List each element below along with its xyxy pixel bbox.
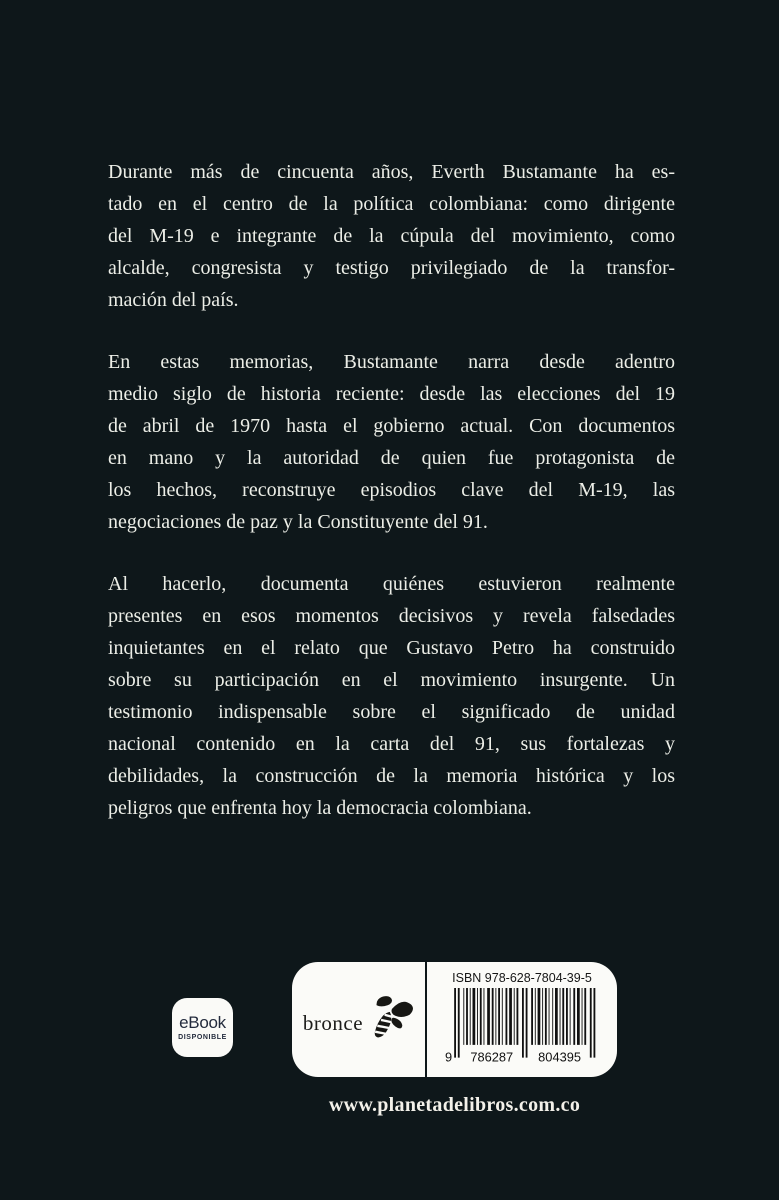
text-line: los hechos, reconstruye episodios clave del M-19, las [108, 479, 675, 501]
ebook-badge-title: eBook [179, 1013, 226, 1032]
text-line: sobre su participación en el movimiento insurgente. Un [108, 669, 675, 691]
text-line: medio siglo de historia reciente: desde las elecciones del 19 [108, 383, 675, 405]
text-line: peligros que enfrenta hoy la democracia colombiana. [108, 797, 532, 819]
text-line: del M-19 e integrante de la cúpula del movimiento, como [108, 225, 675, 247]
synopsis-paragraph [108, 156, 675, 316]
isbn-label: ISBN 978-628-7804-39-5 [452, 971, 592, 985]
publisher-name: bronce [302, 1011, 364, 1035]
barcode-digits-right: 804395 [538, 1049, 581, 1065]
ebook-badge-subtitle: DISPONIBLE [178, 1034, 227, 1041]
text-line: de abril de 1970 hasta el gobierno actual. Con documentos [108, 415, 675, 437]
text-line: Al hacerlo, documenta quiénes estuvieron realmente [108, 573, 675, 595]
isbn-section [427, 962, 617, 1077]
bee-icon [370, 992, 414, 1047]
publisher-website-url: www.planetadelibros.com.co [328, 1094, 581, 1116]
publisher-isbn-box [292, 962, 617, 1077]
text-line: En estas memorias, Bustamante narra desde adentro [108, 351, 675, 373]
text-line: en mano y la autoridad de quien fue protagonista de [108, 447, 675, 469]
text-line: presentes en esos momentos decisivos y revela falsedades [108, 605, 675, 627]
text-line: nacional contenido en la carta del 91, sus fortalezas y [108, 733, 675, 755]
synopsis-paragraph [108, 568, 675, 824]
synopsis-text-block [108, 156, 675, 854]
barcode [437, 988, 607, 1076]
text-line: testimonio indispensable sobre el significado de unidad [108, 701, 675, 723]
text-line: Durante más de cincuenta años, Everth Bustamante ha es- [108, 161, 675, 183]
text-line: tado en el centro de la política colombiana: como dirigente [108, 193, 675, 215]
synopsis-paragraph [108, 346, 675, 538]
text-line: inquietantes en el relato que Gustavo Petro ha construido [108, 637, 675, 659]
text-line: alcalde, congresista y testigo privilegiado de la transfor- [108, 257, 675, 279]
text-line: mación del país. [108, 289, 239, 311]
barcode-digits-mid: 786287 [470, 1049, 514, 1065]
text-line: negociaciones de paz y la Constituyente del 91. [108, 511, 488, 533]
publisher-logo-section [292, 962, 425, 1077]
barcode-digit-left: 9 [445, 1049, 453, 1065]
ebook-badge [172, 998, 233, 1057]
text-line: debilidades, la construcción de la memoria histórica y los [108, 765, 675, 787]
